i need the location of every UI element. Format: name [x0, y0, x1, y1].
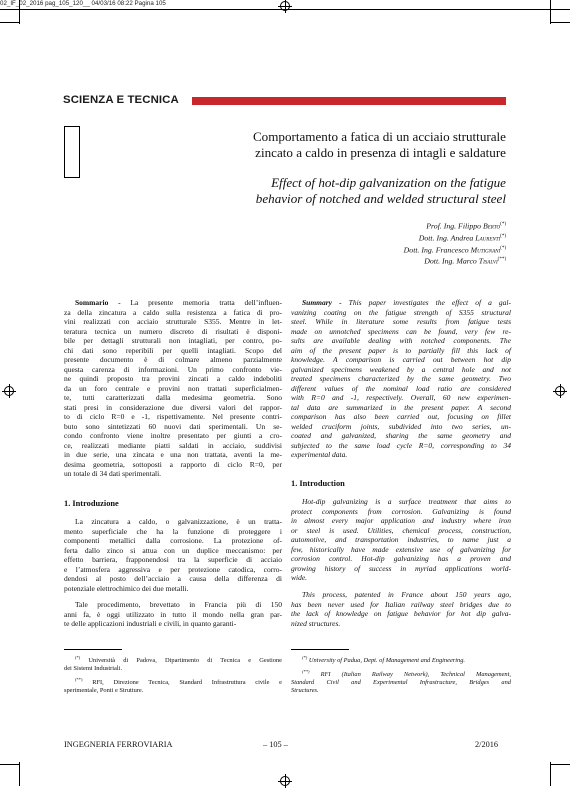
footnote-line: Structures. [291, 686, 319, 694]
footnote-text: RFI (Italian Railway Network), Technical Management, [309, 671, 511, 679]
text-line: e l’atmosfera aggressiva e per protezione catodica, corro- [64, 564, 282, 574]
text-line: sults are available dealing with notched components. The [291, 336, 511, 346]
text-line [291, 298, 511, 308]
text-line: This process, patented in France about 150 years ago, [302, 590, 511, 599]
footnote-line: Standard Civil and Experimental Infrastructure, Bridges and [291, 679, 511, 687]
text-line: welded cruciform joints, subdivided into two series, un- [291, 421, 511, 431]
footnote-first-line [291, 668, 511, 679]
text-line: wide. [291, 573, 308, 583]
crop-mark-left-upper [0, 22, 20, 23]
text-line: corrosion control. Hot-dip galvanizing has a proven and [291, 554, 511, 564]
text-line: Hot-dip galvanizing is a surface treatment that aims to [302, 497, 511, 506]
registration-mark-left [4, 386, 14, 396]
text-line: the lack of knowledge on fatigue behavior for hot dip galva- [291, 609, 511, 619]
text-line: vanizing coating on the fatigue strength of S355 structural [291, 307, 511, 317]
footnote-mark: (*) [75, 655, 81, 660]
text-line: nized structures. [291, 618, 341, 628]
footnotes-italian [64, 654, 282, 698]
introduction-paragraph-2 [291, 590, 511, 628]
footnote-text: University of Padua, Dept. of Management and Engineering. [307, 657, 466, 665]
summary-first-line: This paper investigates the effect of a gal- [341, 298, 511, 307]
sommario-paragraph [64, 298, 282, 479]
footnote-line: sperimentale, Ponti e Strutture. [64, 686, 144, 694]
footnote-text: Università di Padova, Dipartimento di Tecnica e Gestione [80, 657, 282, 665]
text-line: different values of the nominal load ratio are considered [291, 383, 511, 393]
text-line: componenti metallici dalla corrosione. La protezione of- [64, 536, 282, 546]
text-line [64, 298, 282, 308]
text-line: or steel is used. Utilities, chemical process, construction, [291, 525, 511, 535]
text-line: tal data are summarized in the present paper. A second [291, 402, 511, 412]
crop-mark-right-upper [550, 22, 570, 23]
title-italian-line: Comportamento a fatica di un acciaio strutturale [252, 129, 506, 144]
text-line: protect components from corrosion. Galvanizing is found [291, 506, 511, 516]
text-line: to di ciclo R=0 e -1, rispettivamente. Nel presente contri- [64, 412, 282, 422]
heading-introduzione: 1. Introduzione [64, 499, 119, 508]
text-line: with R=0 and -1, respectively. Overall, 60 new experimen- [291, 393, 511, 403]
footnote [64, 676, 282, 695]
text-line: teratura tecnica un numero discreto di risultati è disponi- [64, 326, 282, 336]
text-line: stati presi in considerazione due diversi valori del rappor- [64, 402, 282, 412]
text-line: anni fa, è oggi utilizzato in tutto il mondo nella gran par- [64, 609, 282, 619]
text-line: te, tutti caratterizzati dalla medesima geometria. Sono [64, 393, 282, 403]
text-line: automotive, and transportation industries, to name just a [291, 535, 511, 545]
text-line: potenziale elettrochimico dei due metalli. [64, 583, 189, 593]
text-line: effetto barriera, frapponendosi tra la superficie di acciaio [64, 555, 282, 565]
footnote-mark: (*) [302, 655, 308, 660]
footnotes-english [291, 654, 511, 698]
author: Dott. Ing. Marco Tisalvi(**) [424, 256, 506, 266]
crop-mark-bottom-left [19, 762, 20, 786]
author: Prof. Ing. Filippo Berto(*) [426, 221, 506, 231]
text-line: presente documento è di colmare almeno parzialmente [64, 355, 282, 365]
footnote [291, 668, 511, 695]
crop-mark-bottom-right [550, 762, 551, 786]
text-line: za della zincatura a caldo sulla resistenza a fatica di pro- [64, 307, 282, 317]
text-line: steel. While in literature some results from fatigue tests [291, 317, 511, 327]
text-line: desima geometria, sottoposti a rapporto di ciclo R=0, per [64, 459, 282, 469]
section-bar [192, 97, 506, 105]
text-line: un totale di 34 dati sperimentali. [64, 469, 162, 479]
crop-mark-left-lower [0, 764, 20, 765]
text-line: ne quindi proposto tra provini zincati a caldo indeboliti [64, 374, 282, 384]
text-line: in due serie, una zincata e una non trattata, aventi la me- [64, 450, 282, 460]
text-line: vini realizzati con acciaio strutturale S355. Mentre in let- [64, 317, 282, 327]
summary-label: Summary - [302, 298, 342, 307]
section-label: SCIENZA E TECNICA [63, 94, 179, 106]
introduction-paragraph-1 [291, 497, 511, 583]
footnote-line: dei Sistemi Industriali. [64, 665, 123, 673]
text-line: da un foro centrale e provini non trattati superficialmen- [64, 383, 282, 393]
print-slug: 02_IF_02_2016 pag_105_120__ 04/03/16 08:22 Pagina 105 [0, 0, 166, 7]
registration-mark-bottom [280, 776, 290, 786]
title-italian-line: zincato a caldo in presenza di intagli e saldature [255, 145, 506, 160]
footer-issue: 2/2016 [475, 740, 499, 749]
registration-mark-top [280, 1, 290, 11]
text-line: growing history of success in myriad applications world- [291, 563, 511, 573]
footnote-first-line [291, 654, 511, 665]
text-line: has been never used for Italian railway steel bridges due to [291, 599, 511, 609]
text-line: ferta dallo zinco si attua con un duplice meccanismo: per [64, 545, 282, 555]
footnote-rule-right [291, 649, 349, 650]
crop-mark-top-right [550, 0, 551, 24]
text-line: knowledge. A comparison is carried out between hot dip [291, 355, 511, 365]
footnote-mark: (**) [302, 669, 310, 675]
text-line: chi dati sono reperibili per quelli intagliati. Scopo del [64, 345, 282, 355]
text-line: in almost every major application and industry where iron [291, 516, 511, 526]
footer-page-number: – 105 – [263, 740, 288, 749]
author: Dott. Ing. Francesco Mutignani(*) [403, 245, 506, 255]
title-english [126, 175, 506, 207]
text-line: questa carenza di informazioni. Un primo confronto vie- [64, 364, 282, 374]
footnote [291, 654, 511, 665]
text-line: te delle applicazioni industriali e civili, in quanto garanti- [64, 619, 237, 629]
summary-paragraph [291, 298, 511, 460]
footnote-first-line [64, 654, 282, 665]
footnote [64, 654, 282, 673]
text-line: few, historically have made extensive use of galvanizing for [291, 544, 511, 554]
text-line: bile per dettagli strutturali non intagliati, per contro, po- [64, 336, 282, 346]
text-line: mento superficiale che ha la funzione di proteggere i [64, 526, 282, 536]
introduzione-paragraph-1 [64, 517, 282, 593]
text-line: treated specimens characterized by the same geometry. Two [291, 374, 511, 384]
text-line: galvanized specimens weakened by a central hole and not [291, 364, 511, 374]
text-line: dendosi al posto dell’acciaio a causa della differenza di [64, 574, 282, 584]
text-line: comparison has also been carried out, focusing on fillet [291, 412, 511, 422]
text-line: buto sono sintetizzati 60 nuovi dati sperimentali. Un se- [64, 421, 282, 431]
text-line: ce, realizzati mediante piatti saldati in acciaio, suddivisi [64, 440, 282, 450]
footnote-text: RFI, Direzione Tecnica, Standard Infrastruttura civile e [82, 679, 282, 687]
title-english-line: behavior of notched and welded structural steel [255, 191, 506, 206]
author: Dott. Ing. Andrea Laurenti(*) [418, 233, 506, 243]
text-line: experimental data. [291, 450, 348, 460]
author-list [246, 220, 506, 267]
text-line: La zincatura a caldo, o galvanizzazione, è un tratta- [75, 517, 282, 526]
footnote-mark: (**) [75, 676, 83, 682]
text-line: made on unnotched specimens can be found, very few re- [291, 326, 511, 336]
footnote-first-line [64, 676, 282, 687]
footer-journal: INGEGNERIA FERROVIARIA [64, 740, 173, 749]
heading-introduction: 1. Introduction [291, 479, 345, 488]
text-line: subjected to the same load cycle R=0, corresponding to 34 [291, 440, 511, 450]
title-box-ornament [64, 126, 80, 178]
text-line: coated and galvanized, sharing the same geometry and [291, 431, 511, 441]
footnote-rule-left [64, 649, 122, 650]
crop-mark-right-lower [550, 764, 570, 765]
text-line: Tale procedimento, brevettato in Francia più di 150 [75, 600, 282, 609]
title-italian [126, 129, 506, 161]
summary-label: Sommario - [75, 298, 121, 307]
summary-first-line: La presente memoria tratta dell’influen- [120, 298, 283, 307]
text-line: condo confronto viene inoltre presentato per giunti a cro- [64, 431, 282, 441]
registration-mark-right [555, 386, 565, 396]
title-english-line: Effect of hot-dip galvanization on the fatigue [271, 175, 506, 190]
text-line: aim of the present paper is to partially fill this lack of [291, 345, 511, 355]
introduzione-paragraph-2 [64, 600, 282, 629]
